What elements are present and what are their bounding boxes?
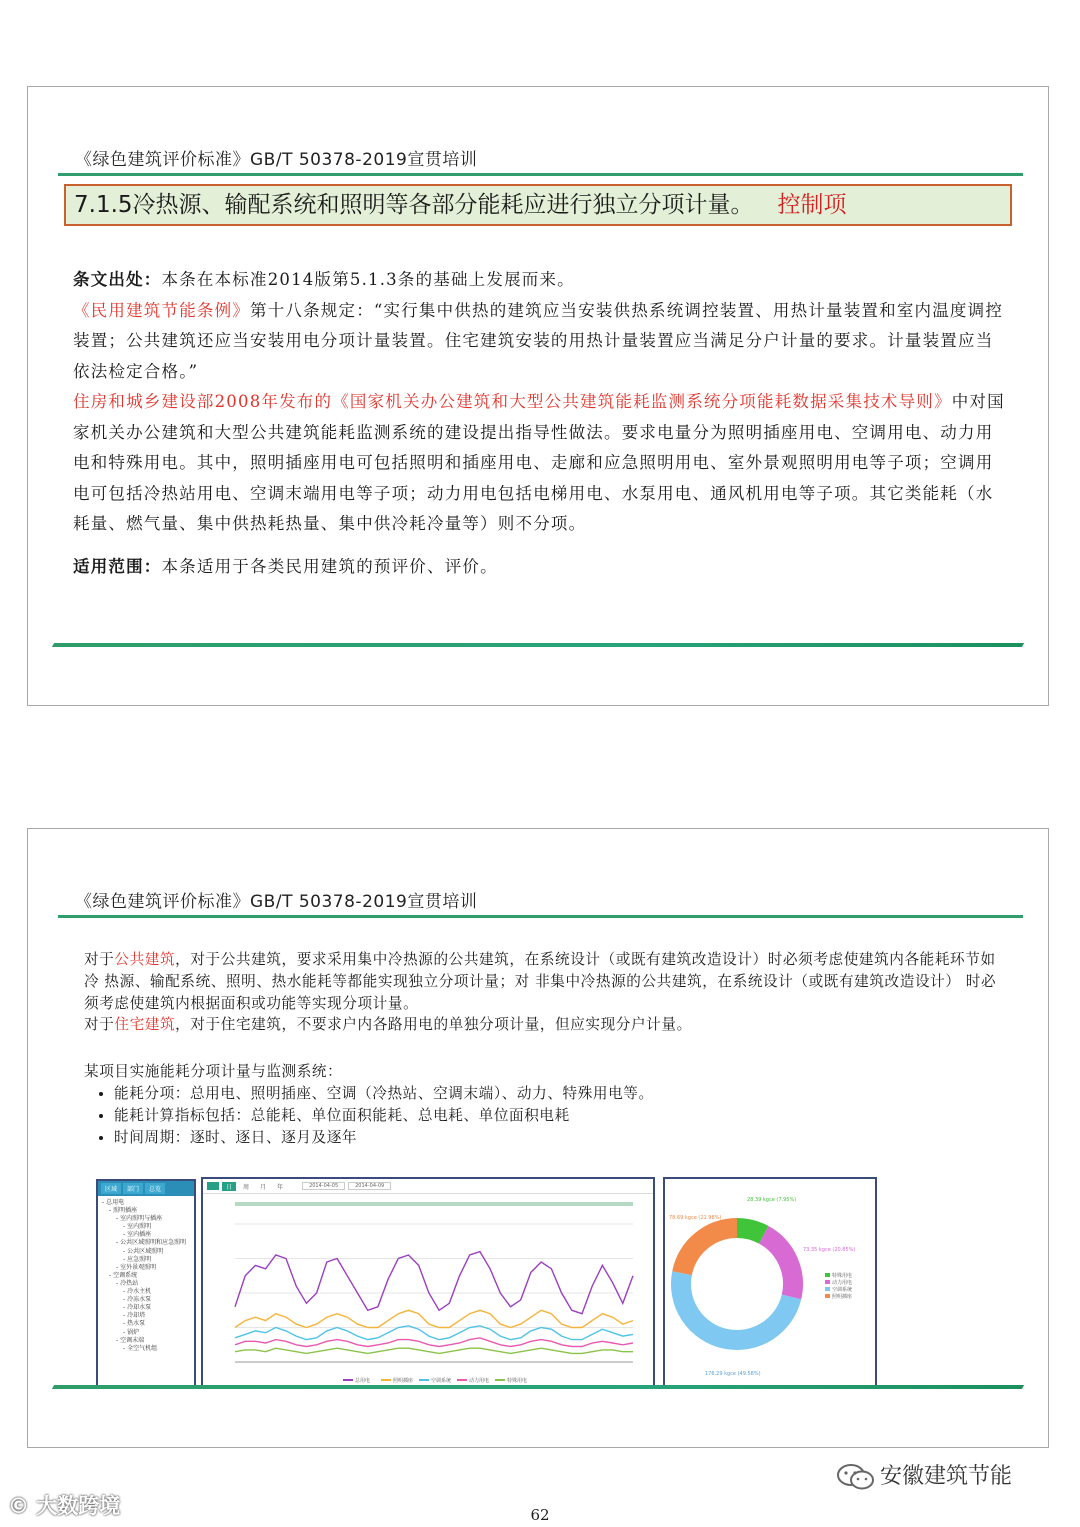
- tree-tab[interactable]: 总览: [145, 1183, 165, 1194]
- donut-data-label: 73.35 kgce (20.85%): [803, 1247, 856, 1253]
- tree-tab[interactable]: 部门: [123, 1183, 143, 1194]
- tree-item[interactable]: - 冷水主机: [123, 1288, 152, 1296]
- control-item-tag: 控制项: [777, 192, 847, 218]
- legend-label: 空调系统: [832, 1287, 853, 1293]
- tree-item[interactable]: - 照明插座: [109, 1207, 138, 1215]
- series-line-总用电: [235, 1252, 633, 1314]
- source-label: 条文出处：: [73, 270, 162, 289]
- legend-label: 动力用电: [832, 1280, 853, 1286]
- start-date[interactable]: 2014-04-05: [302, 1182, 345, 1190]
- header-rule: [58, 915, 1023, 918]
- tree-tabs: [98, 1181, 194, 1196]
- series-line-特殊用电: [235, 1348, 633, 1353]
- donut-slice-空调系统: [681, 1273, 791, 1340]
- metering-body: [84, 949, 1004, 1036]
- line-chart: [203, 1194, 653, 1388]
- scope-paragraph: [73, 552, 1008, 583]
- period-button[interactable]: 年: [277, 1183, 284, 1191]
- donut-data-label: 28.39 kgce (7.95%): [747, 1197, 797, 1203]
- series-line-照明插座: [235, 1310, 633, 1327]
- clause-body: [73, 265, 1008, 582]
- energy-tree-panel: [96, 1179, 196, 1389]
- list-item: • 能耗计算指标包括：总能耗、单位面积能耗、总电耗、单位面积电耗: [114, 1105, 1004, 1127]
- legend-label: 特殊用电: [507, 1378, 528, 1384]
- tree-list: [98, 1196, 194, 1356]
- tree-item[interactable]: - 空调系统: [109, 1271, 138, 1279]
- project-list: [84, 1061, 1004, 1149]
- slide-2: [27, 828, 1049, 1448]
- range-slider[interactable]: [235, 1202, 633, 1206]
- p1-prefix: 对于: [84, 951, 115, 968]
- donut-slice-动力用电: [764, 1235, 793, 1297]
- tree-item[interactable]: - 热水泵: [123, 1320, 146, 1328]
- scope-label: 适用范围：: [73, 556, 162, 576]
- watermark: © 大数跨境: [8, 1494, 121, 1518]
- tree-item[interactable]: - 室内照明: [123, 1223, 152, 1231]
- residential-term: 住宅建筑: [114, 1016, 176, 1034]
- regulation-1-text: 第十八条规定：“实行集中供热的建筑应当安装供热系统调控装置、用热计量装置和室内温度调控装置；公共建筑还应当安装用电分项计量装置。住宅建筑安装的用热计量装置应当满足分户计量的要求。计量装置应当依法检定合格。”: [73, 300, 1004, 381]
- donut-chart-panel: [663, 1177, 877, 1387]
- tree-tab[interactable]: 区域: [101, 1183, 121, 1194]
- regulation-1-paragraph: [73, 296, 1008, 388]
- line-chart-panel: [201, 1177, 655, 1389]
- tree-item[interactable]: - 公共区域照明: [123, 1247, 164, 1255]
- header-rule: [58, 173, 1023, 176]
- tree-item[interactable]: - 应急照明: [123, 1255, 152, 1263]
- grid-icon[interactable]: [207, 1182, 219, 1190]
- tree-item[interactable]: - 公共区域照明和应急照明: [116, 1239, 187, 1247]
- tree-item[interactable]: - 室内照明与插座: [116, 1215, 163, 1223]
- list-item: • 能耗分项：总用电、照明插座、空调（冷热站、空调末端）、动力、特殊用电等。: [114, 1083, 1004, 1105]
- regulation-2-paragraph: [73, 387, 1008, 540]
- period-button[interactable]: 日: [222, 1182, 236, 1191]
- donut-chart: [665, 1179, 875, 1385]
- tree-item[interactable]: - 冷热站: [116, 1279, 139, 1287]
- legend-label: 动力用电: [469, 1378, 490, 1384]
- residential-paragraph: [84, 1014, 1004, 1036]
- page-number: 62: [530, 1506, 550, 1524]
- tree-item[interactable]: - 空调末端: [116, 1336, 145, 1344]
- public-building-paragraph: [84, 949, 1004, 1014]
- legend-label: 照明插座: [832, 1294, 853, 1300]
- tree-item[interactable]: - 锅炉: [123, 1328, 140, 1336]
- regulation-2-name: 住房和城乡建设部2008年发布的《国家机关办公建筑和大型公共建筑能耗监测系统分项能耗数据采集技术导则》: [73, 392, 952, 411]
- chart-toolbar: [203, 1179, 653, 1194]
- tree-item[interactable]: - 冷却塔: [123, 1312, 146, 1320]
- end-date[interactable]: 2014-04-09: [348, 1182, 391, 1190]
- donut-slice-特殊用电: [737, 1228, 764, 1235]
- p2-prefix: 对于: [84, 1016, 115, 1034]
- tree-item[interactable]: - 冷却水泵: [123, 1304, 152, 1312]
- public-building-term: 公共建筑: [114, 951, 176, 968]
- account-name: 安徽建筑节能: [880, 1464, 1013, 1489]
- regulation-2-text: 中对国家机关办公建筑和大型公共建筑能耗监测系统的建设提出指导性做法。要求电量分为照明插座用电、空调用电、动力用电和特殊用电。其中，照明插座用电可包括照明和插座用电、走廊和应急照明用电、室外景观照明用电等子项；空调用电可包括冷热站用电、空调末端用电等子项；动力用电包括电梯用电、水泵用电、通风机用电等子项。其它类能耗（水耗量、燃气量、集中供热耗热量、集中供冷耗冷量等）则不分项。: [73, 392, 1005, 533]
- tree-item[interactable]: - 冷冻水泵: [123, 1296, 152, 1304]
- tree-item[interactable]: - 总用电: [102, 1199, 125, 1206]
- source-paragraph: [73, 265, 1008, 296]
- tree-item[interactable]: - 室外景观照明: [116, 1263, 157, 1271]
- slide-header: 《绿色建筑评价标准》GB/T 50378-2019宣贯培训: [75, 892, 478, 912]
- donut-slice-照明插座: [682, 1228, 737, 1273]
- legend-swatch: [825, 1280, 830, 1284]
- residential-text: ，对于住宅建筑，不要求户内各路用电的单独分项计量，但应实现分户计量。: [175, 1016, 692, 1034]
- legend-label: 总用电: [355, 1378, 371, 1384]
- wechat-icon: [836, 1463, 876, 1491]
- clause-title: 7.1.5冷热源、输配系统和照明等各部分能耗应进行独立分项计量。: [74, 192, 754, 218]
- regulation-1-name: 《民用建筑节能条例》: [73, 300, 250, 320]
- tree-item[interactable]: - 全空气机组: [123, 1344, 158, 1352]
- legend-swatch: [825, 1294, 830, 1298]
- period-button[interactable]: 月: [260, 1183, 267, 1191]
- list-title: 某项目实施能耗分项计量与监测系统：: [84, 1063, 343, 1080]
- tree-item[interactable]: - 室内插座: [123, 1231, 152, 1239]
- clause-title-box: [64, 184, 1012, 226]
- slide-header: 《绿色建筑评价标准》GB/T 50378-2019宣贯培训: [75, 150, 478, 170]
- source-text: 本条在本标准2014版第5.1.3条的基础上发展而来。: [161, 270, 575, 289]
- donut-data-label: 78.69 kgce (21.98%): [669, 1215, 722, 1221]
- bullet-list: [84, 1083, 1004, 1149]
- list-item: • 时间周期：逐时、逐日、逐月及逐年: [114, 1127, 1004, 1149]
- footer-rule: [52, 1385, 1024, 1389]
- legend-label: 特殊用电: [832, 1273, 853, 1279]
- scope-text: 本条适用于各类民用建筑的预评价、评价。: [161, 556, 498, 576]
- legend-label: 空调系统: [431, 1378, 452, 1384]
- public-building-text: ，对于公共建筑，要求采用集中冷热源的公共建筑，在系统设计（或既有建筑改造设计）时必须考虑使建筑内各能耗环节如冷 热源、输配系统、照明、热水能耗等都能实现独立分项计量；对 非集中冷热源的公共建筑，在系统设计（或既有建筑改造设计） 时必须考虑使建筑内根据面积或功能等实现分项计量。: [84, 951, 997, 1012]
- donut-data-label: 176.29 kgce (49.58%): [705, 1371, 761, 1377]
- legend-swatch: [825, 1273, 830, 1277]
- slide-1: [27, 86, 1049, 706]
- footer-rule: [52, 643, 1024, 647]
- period-button[interactable]: 周: [243, 1183, 250, 1191]
- legend-label: 照明插座: [393, 1378, 414, 1384]
- wechat-account-logo: [836, 1459, 1012, 1491]
- legend-swatch: [825, 1287, 830, 1291]
